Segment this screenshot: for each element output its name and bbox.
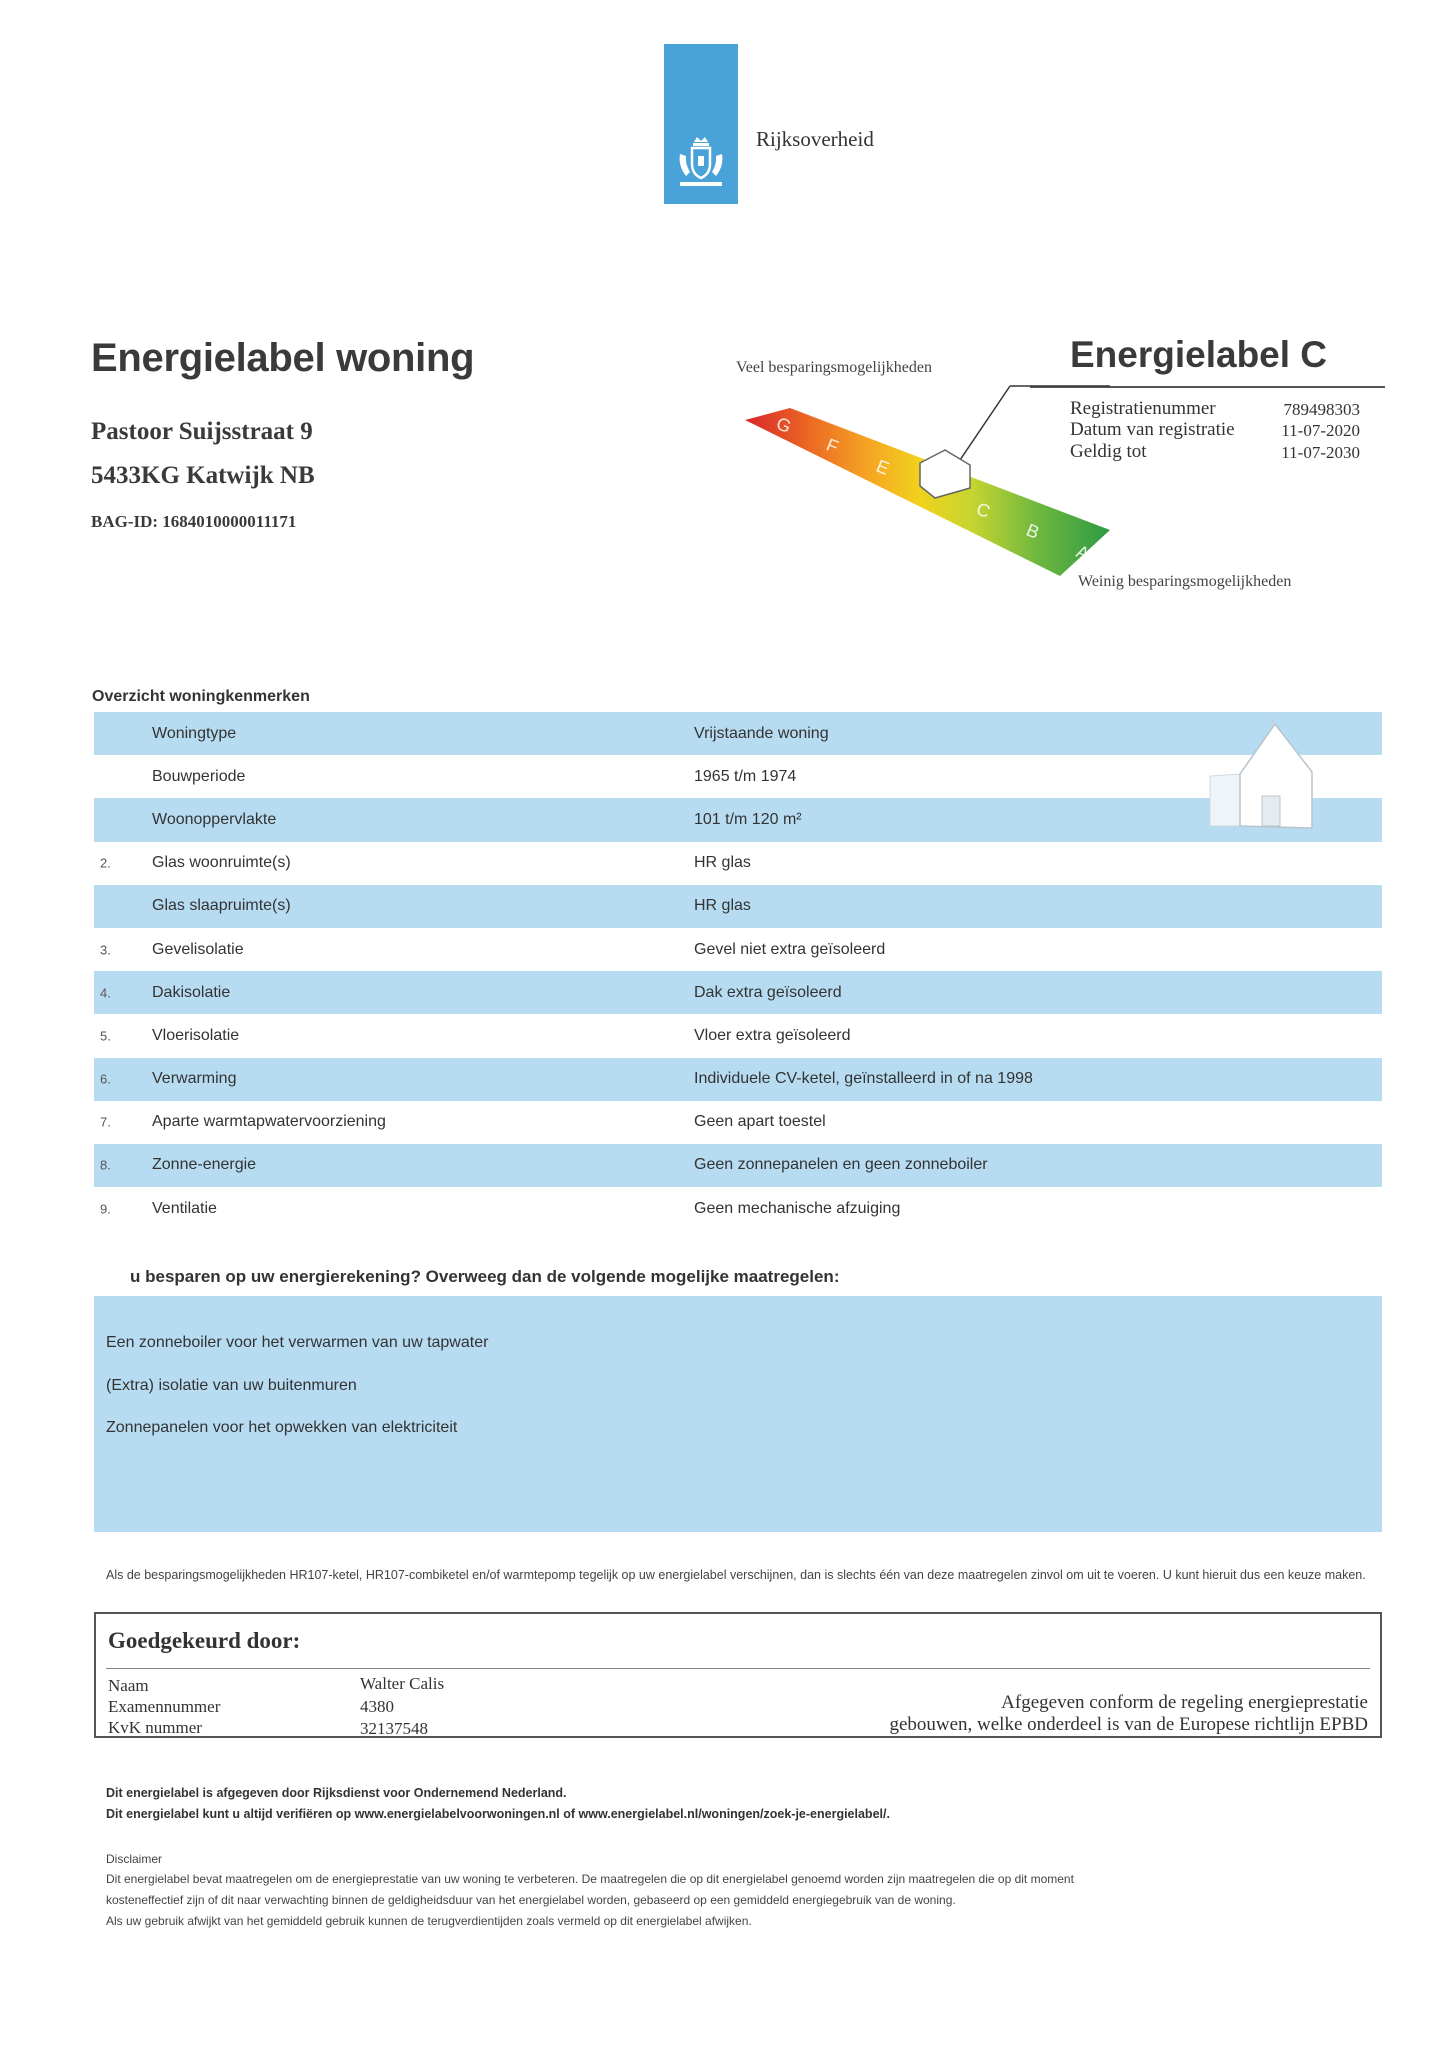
- row-value: Geen mechanische afzuiging: [694, 1199, 901, 1217]
- row-number: 2.: [100, 855, 111, 871]
- table-row: [94, 1014, 1382, 1057]
- row-label: Zonne-energie: [152, 1156, 257, 1174]
- row-label: Glas slaapruimte(s): [152, 897, 291, 915]
- disclaimer-line-2: kosteneffectief zijn of dit naar verwachting binnen de geldigheidsduur van het energielabel worden, gebaseerd op een gemiddeld energiegebruik van de woning.: [106, 1893, 956, 1907]
- energy-label-scale: [730, 380, 1110, 580]
- scale-letter-a: A: [1073, 541, 1093, 565]
- row-number: 4.: [100, 985, 111, 1001]
- table-row: [94, 928, 1382, 971]
- row-value: 101 t/m 120 m²: [694, 810, 802, 828]
- scale-letter-f: F: [823, 434, 842, 458]
- address-line-1: Pastoor Suijsstraat 9: [91, 418, 313, 445]
- approved-divider: [106, 1668, 1370, 1669]
- scale-letter-b: B: [1023, 519, 1043, 543]
- row-value: Individuele CV-ketel, geïnstalleerd in of na 1998: [694, 1070, 1033, 1088]
- table-row: [94, 842, 1382, 885]
- approved-exam-value: 4380: [360, 1697, 394, 1716]
- address-line-2: 5433KG Katwijk NB: [91, 462, 315, 489]
- conform-line-1: Afgegeven conform de regeling energieprestatie: [1001, 1692, 1368, 1713]
- row-value: Geen zonnepanelen en geen zonneboiler: [694, 1156, 988, 1174]
- bag-id: BAG-ID: 1684010000011171: [91, 512, 297, 531]
- row-value: Dak extra geïsoleerd: [694, 983, 842, 1001]
- measure-item: (Extra) isolatie van uw buitenmuren: [106, 1377, 357, 1394]
- row-label: Woningtype: [152, 724, 237, 742]
- approved-box: [94, 1612, 1382, 1738]
- row-label: Glas woonruimte(s): [152, 854, 291, 872]
- scale-letter-e: E: [873, 455, 893, 479]
- veel-besparing-text: Veel besparingsmogelijkheden: [736, 359, 932, 376]
- registration-date-key: Datum van registratie: [1070, 419, 1235, 440]
- issued-line-2: Dit energielabel kunt u altijd verifiëren op www.energielabelvoorwoningen.nl of www.energielabel.nl/woningen/zoek-je-energielabel/.: [106, 1807, 890, 1821]
- table-row: [94, 885, 1382, 928]
- row-label: Aparte warmtapwatervoorziening: [152, 1113, 386, 1131]
- approved-name-value: Walter Calis: [360, 1674, 445, 1693]
- row-label: Bouwperiode: [152, 767, 246, 785]
- table-row: [94, 1101, 1382, 1144]
- house-icon: [1200, 716, 1350, 836]
- row-number: 8.: [100, 1157, 111, 1173]
- measures-box: [94, 1296, 1382, 1532]
- registration-number-value: 789498303: [1283, 400, 1360, 419]
- approved-name-key: Naam: [108, 1676, 149, 1695]
- choice-note: Als de besparingsmogelijkheden HR107-ketel, HR107-combiketel en/of warmtepomp tegelijk op uw energielabel verschijnen, dan is slechts één van deze maatregelen zinvol om uit te voeren. U kunt hieruit dus een keuze maken.: [106, 1568, 1366, 1582]
- row-value: Vloer extra geïsoleerd: [694, 1026, 851, 1044]
- approved-kvk-value: 32137548: [360, 1719, 428, 1738]
- table-row: [94, 712, 1382, 755]
- disclaimer-line-1: Dit energielabel bevat maatregelen om de energieprestatie van uw woning te verbeteren. De maatregelen die op dit energielabel genoemd worden zijn maatregelen die op dit moment: [106, 1872, 1074, 1886]
- row-label: Dakisolatie: [152, 983, 231, 1001]
- row-value: Vrijstaande woning: [694, 724, 829, 742]
- energy-label-title: Energielabel C: [1070, 334, 1328, 375]
- row-label: Gevelisolatie: [152, 940, 244, 958]
- measure-item: Zonnepanelen voor het opwekken van elektriciteit: [106, 1419, 458, 1436]
- row-number: 6.: [100, 1071, 111, 1087]
- disclaimer-title: Disclaimer: [106, 1852, 163, 1866]
- row-value: Gevel niet extra geïsoleerd: [694, 940, 886, 958]
- row-number: 9.: [100, 1201, 111, 1217]
- measures-question: u besparen op uw energierekening? Overweeg dan de volgende mogelijke maatregelen:: [130, 1267, 840, 1286]
- row-number: 3.: [100, 942, 111, 958]
- scale-letter-g: G: [773, 413, 794, 437]
- row-value: Geen apart toestel: [694, 1113, 826, 1131]
- row-number: 5.: [100, 1028, 111, 1044]
- registration-number-key: Registratienummer: [1070, 398, 1216, 419]
- table-row: [94, 1144, 1382, 1187]
- row-value: HR glas: [694, 897, 751, 915]
- table-row: [94, 798, 1382, 841]
- valid-until-value: 11-07-2030: [1281, 443, 1360, 462]
- row-label: Vloerisolatie: [152, 1026, 240, 1044]
- table-row: [94, 971, 1382, 1014]
- crown-coat-of-arms-icon: [676, 136, 726, 192]
- characteristics-table: [94, 712, 1382, 1230]
- disclaimer-line-3: Als uw gebruik afwijkt van het gemiddeld gebruik kunnen de terugverdientijden zoals vermeld op dit energielabel afwijken.: [106, 1914, 752, 1928]
- rijksoverheid-logo-text: Rijksoverheid: [756, 127, 874, 151]
- document-title: Energielabel woning: [91, 336, 475, 380]
- rijksoverheid-logo-bar: [664, 44, 738, 204]
- table-row: [94, 1187, 1382, 1230]
- row-number: 7.: [100, 1114, 111, 1130]
- measure-item: Een zonneboiler voor het verwarmen van uw tapwater: [106, 1334, 489, 1351]
- approved-exam-key: Examennummer: [108, 1697, 221, 1716]
- row-value: HR glas: [694, 854, 751, 872]
- valid-until-key: Geldig tot: [1070, 441, 1147, 462]
- issued-line-1: Dit energielabel is afgegeven door Rijksdienst voor Ondernemend Nederland.: [106, 1786, 567, 1800]
- row-label: Woonoppervlakte: [152, 810, 277, 828]
- approved-title: Goedgekeurd door:: [108, 1628, 301, 1653]
- table-row: [94, 1058, 1382, 1101]
- row-label: Verwarming: [152, 1070, 237, 1088]
- section-title-kenmerken: Overzicht woningkenmerken: [92, 688, 310, 705]
- registration-date-value: 11-07-2020: [1281, 421, 1360, 440]
- row-value: 1965 t/m 1974: [694, 767, 797, 785]
- row-label: Ventilatie: [152, 1199, 217, 1217]
- conform-line-2: gebouwen, welke onderdeel is van de Europese richtlijn EPBD: [889, 1714, 1368, 1735]
- pointer-line: [960, 386, 1010, 460]
- table-row: [94, 755, 1382, 798]
- scale-letter-c: C: [973, 498, 994, 522]
- approved-kvk-key: KvK nummer: [108, 1718, 202, 1737]
- weinig-besparing-text: Weinig besparingsmogelijkheden: [1078, 573, 1292, 590]
